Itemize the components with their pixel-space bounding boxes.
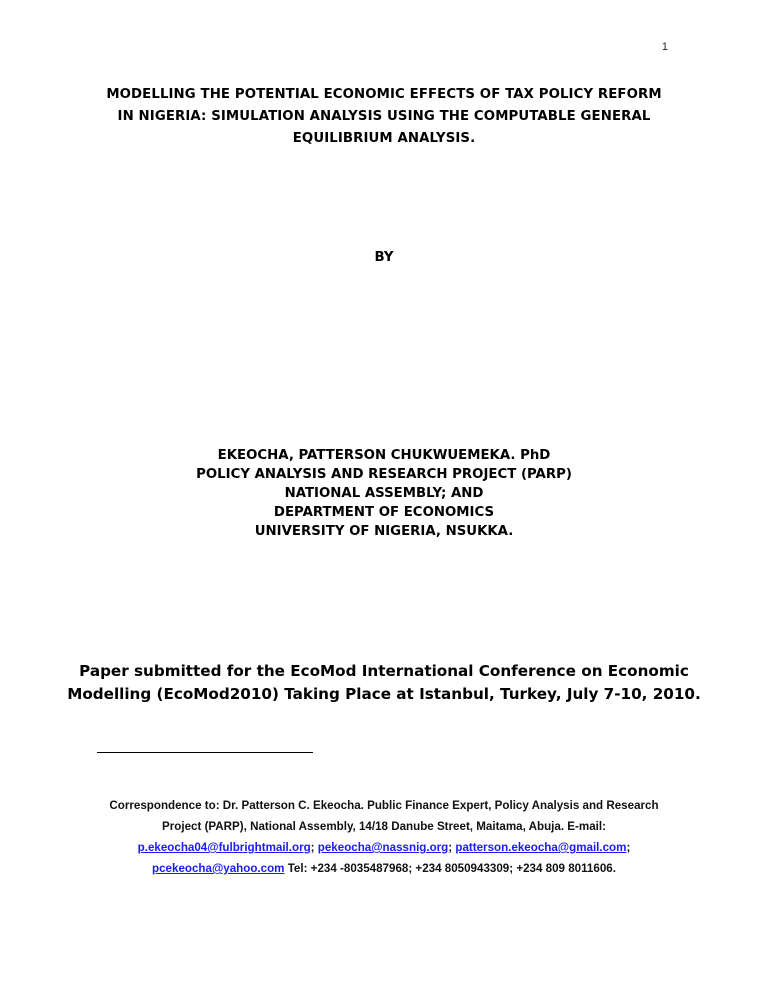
email-link-yahoo[interactable]: pcekeocha@yahoo.com <box>152 862 285 875</box>
footnote-line-2: Project (PARP), National Assembly, 14/18 Danube Street, Maitama, Abuja. E-mail: <box>162 820 606 833</box>
email-separator: ; <box>448 841 456 854</box>
page-number: 1 <box>661 41 668 53</box>
affiliation-line-1: POLICY ANALYSIS AND RESEARCH PROJECT (PARP) <box>196 467 572 482</box>
telephone-numbers: Tel: +234 -8035487968; +234 8050943309; +234 809 8011606. <box>284 862 616 875</box>
affiliation-line-2: NATIONAL ASSEMBLY; AND <box>284 486 484 501</box>
author-affiliation <box>0 446 768 541</box>
title-line-2: IN NIGERIA: SIMULATION ANALYSIS USING THE COMPUTABLE GENERAL <box>117 109 651 124</box>
footnote-line-4 <box>80 858 688 879</box>
email-separator-end: ; <box>626 841 631 854</box>
correspondence-footnote <box>80 795 688 879</box>
affiliation-line-3: DEPARTMENT OF ECONOMICS <box>273 505 495 520</box>
submission-note <box>40 660 728 706</box>
email-link-gmail[interactable]: patterson.ekeocha@gmail.com <box>455 841 627 854</box>
email-link-nassnig[interactable]: pekeocha@nassnig.org <box>317 841 449 854</box>
email-separator: ; <box>310 841 318 854</box>
submission-line-2: Modelling (EcoMod2010) Taking Place at Istanbul, Turkey, July 7-10, 2010. <box>67 685 701 703</box>
email-link-fulbright[interactable]: p.ekeocha04@fulbrightmail.org <box>137 841 311 854</box>
author-name: EKEOCHA, PATTERSON CHUKWUEMEKA. PhD <box>217 448 551 463</box>
footnote-line-1: Correspondence to: Dr. Patterson C. Ekeocha. Public Finance Expert, Policy Analysis and Research <box>109 799 659 812</box>
paper-title <box>60 84 708 150</box>
title-line-1: MODELLING THE POTENTIAL ECONOMIC EFFECTS OF TAX POLICY REFORM <box>106 87 662 102</box>
submission-line-1: Paper submitted for the EcoMod International Conference on Economic <box>79 662 689 680</box>
footnote-line-3 <box>80 837 688 858</box>
title-line-3: EQUILIBRIUM ANALYSIS. <box>292 131 476 146</box>
by-label: BY <box>374 250 394 265</box>
affiliation-line-4: UNIVERSITY OF NIGERIA, NSUKKA. <box>254 524 514 539</box>
footnote-divider <box>97 752 313 753</box>
